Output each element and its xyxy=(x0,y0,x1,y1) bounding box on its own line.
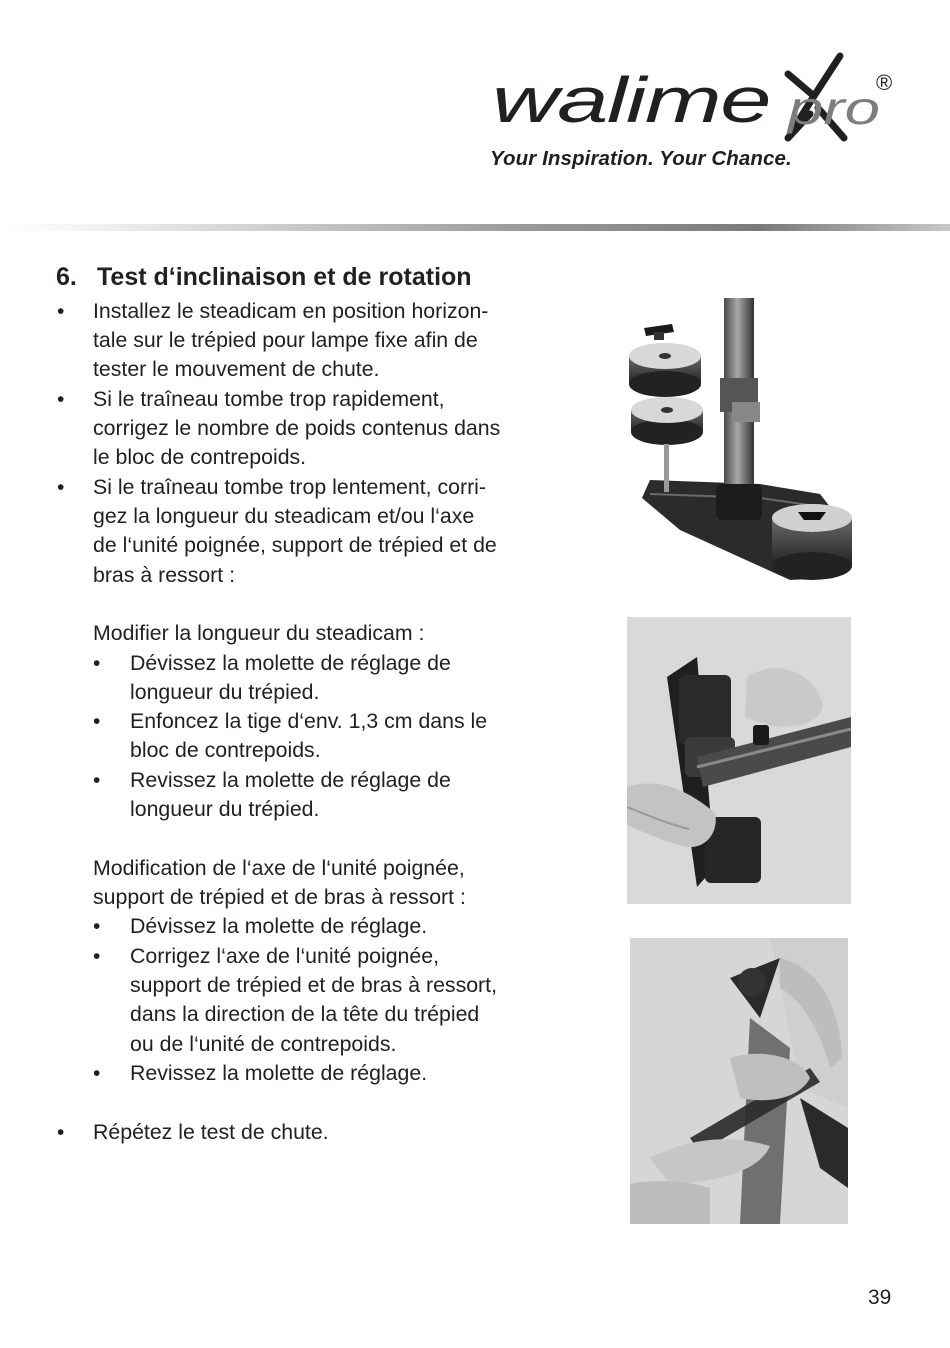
bullet: • xyxy=(57,388,65,411)
body-line: Enfoncez la tige d‘env. 1,3 cm dans le xyxy=(130,709,488,733)
body-line: tale sur le trépied pour lampe fixe afin de xyxy=(93,328,478,352)
body-line: bloc de contrepoids. xyxy=(130,738,321,762)
body-line: Corrigez l‘axe de l‘unité poignée, xyxy=(130,944,439,968)
sub-bullet: • xyxy=(93,710,101,733)
body-line: de l‘unité poignée, support de trépied et de xyxy=(93,533,497,557)
body-line: dans la direction de la tête du trépied xyxy=(130,1002,480,1026)
hands-adjusting-photo xyxy=(627,617,851,904)
body-line: Si le traîneau tombe trop lentement, corri- xyxy=(93,475,486,499)
header-divider xyxy=(0,224,950,231)
sub-bullet: • xyxy=(93,1062,101,1085)
body-line: gez la longueur du steadicam et/ou l‘axe xyxy=(93,504,475,528)
body-line: corrigez le nombre de poids contenus dans xyxy=(93,416,501,440)
bullet: • xyxy=(57,1121,65,1144)
body-line: Revissez la molette de réglage. xyxy=(130,1061,428,1085)
body-line: longueur du trépied. xyxy=(130,680,320,704)
subheading-line: support de trépied et de bras à ressort : xyxy=(93,885,466,909)
body-line: support de trépied et de bras à ressort, xyxy=(130,973,497,997)
body-line: bras à ressort : xyxy=(93,563,236,587)
page-number: 39 xyxy=(868,1286,892,1309)
body-line: Répétez le test de chute. xyxy=(93,1120,329,1144)
body-line: Installez le steadicam en position horizon- xyxy=(93,299,489,323)
sub-bullet: • xyxy=(93,652,101,675)
body-line: Revissez la molette de réglage de xyxy=(130,768,451,792)
body-line: longueur du trépied. xyxy=(130,797,320,821)
body-line: tester le mouvement de chute. xyxy=(93,357,380,381)
body-line: Dévissez la molette de réglage de xyxy=(130,651,451,675)
bullet: • xyxy=(57,300,65,323)
body-line: Dévissez la molette de réglage. xyxy=(130,914,428,938)
logo-walimex-text: walime xyxy=(492,64,770,136)
section-number: 6. xyxy=(56,263,77,291)
section-title: Test d‘inclinaison et de rotation xyxy=(97,263,472,291)
subheading-line: Modifier la longueur du steadicam : xyxy=(93,621,425,645)
section-heading xyxy=(56,263,472,292)
subheading-line: Modification de l‘axe de l‘unité poignée, xyxy=(93,856,465,880)
logo-pro-text: pro xyxy=(785,82,880,134)
sub-bullet: • xyxy=(93,945,101,968)
body-line: Si le traîneau tombe trop rapidement, xyxy=(93,387,445,411)
body-line: ou de l‘unité de contrepoids. xyxy=(130,1032,397,1056)
tagline: Your Inspiration. Your Chance. xyxy=(490,147,792,170)
person-holding-steadicam-photo xyxy=(630,938,848,1224)
walimex-pro-logo xyxy=(488,52,898,152)
counterweight-assembly-photo xyxy=(620,298,858,590)
registered-mark: ® xyxy=(876,70,893,95)
sub-bullet: • xyxy=(93,915,101,938)
body-line: le bloc de contrepoids. xyxy=(93,445,307,469)
sub-bullet: • xyxy=(93,769,101,792)
bullet: • xyxy=(57,476,65,499)
